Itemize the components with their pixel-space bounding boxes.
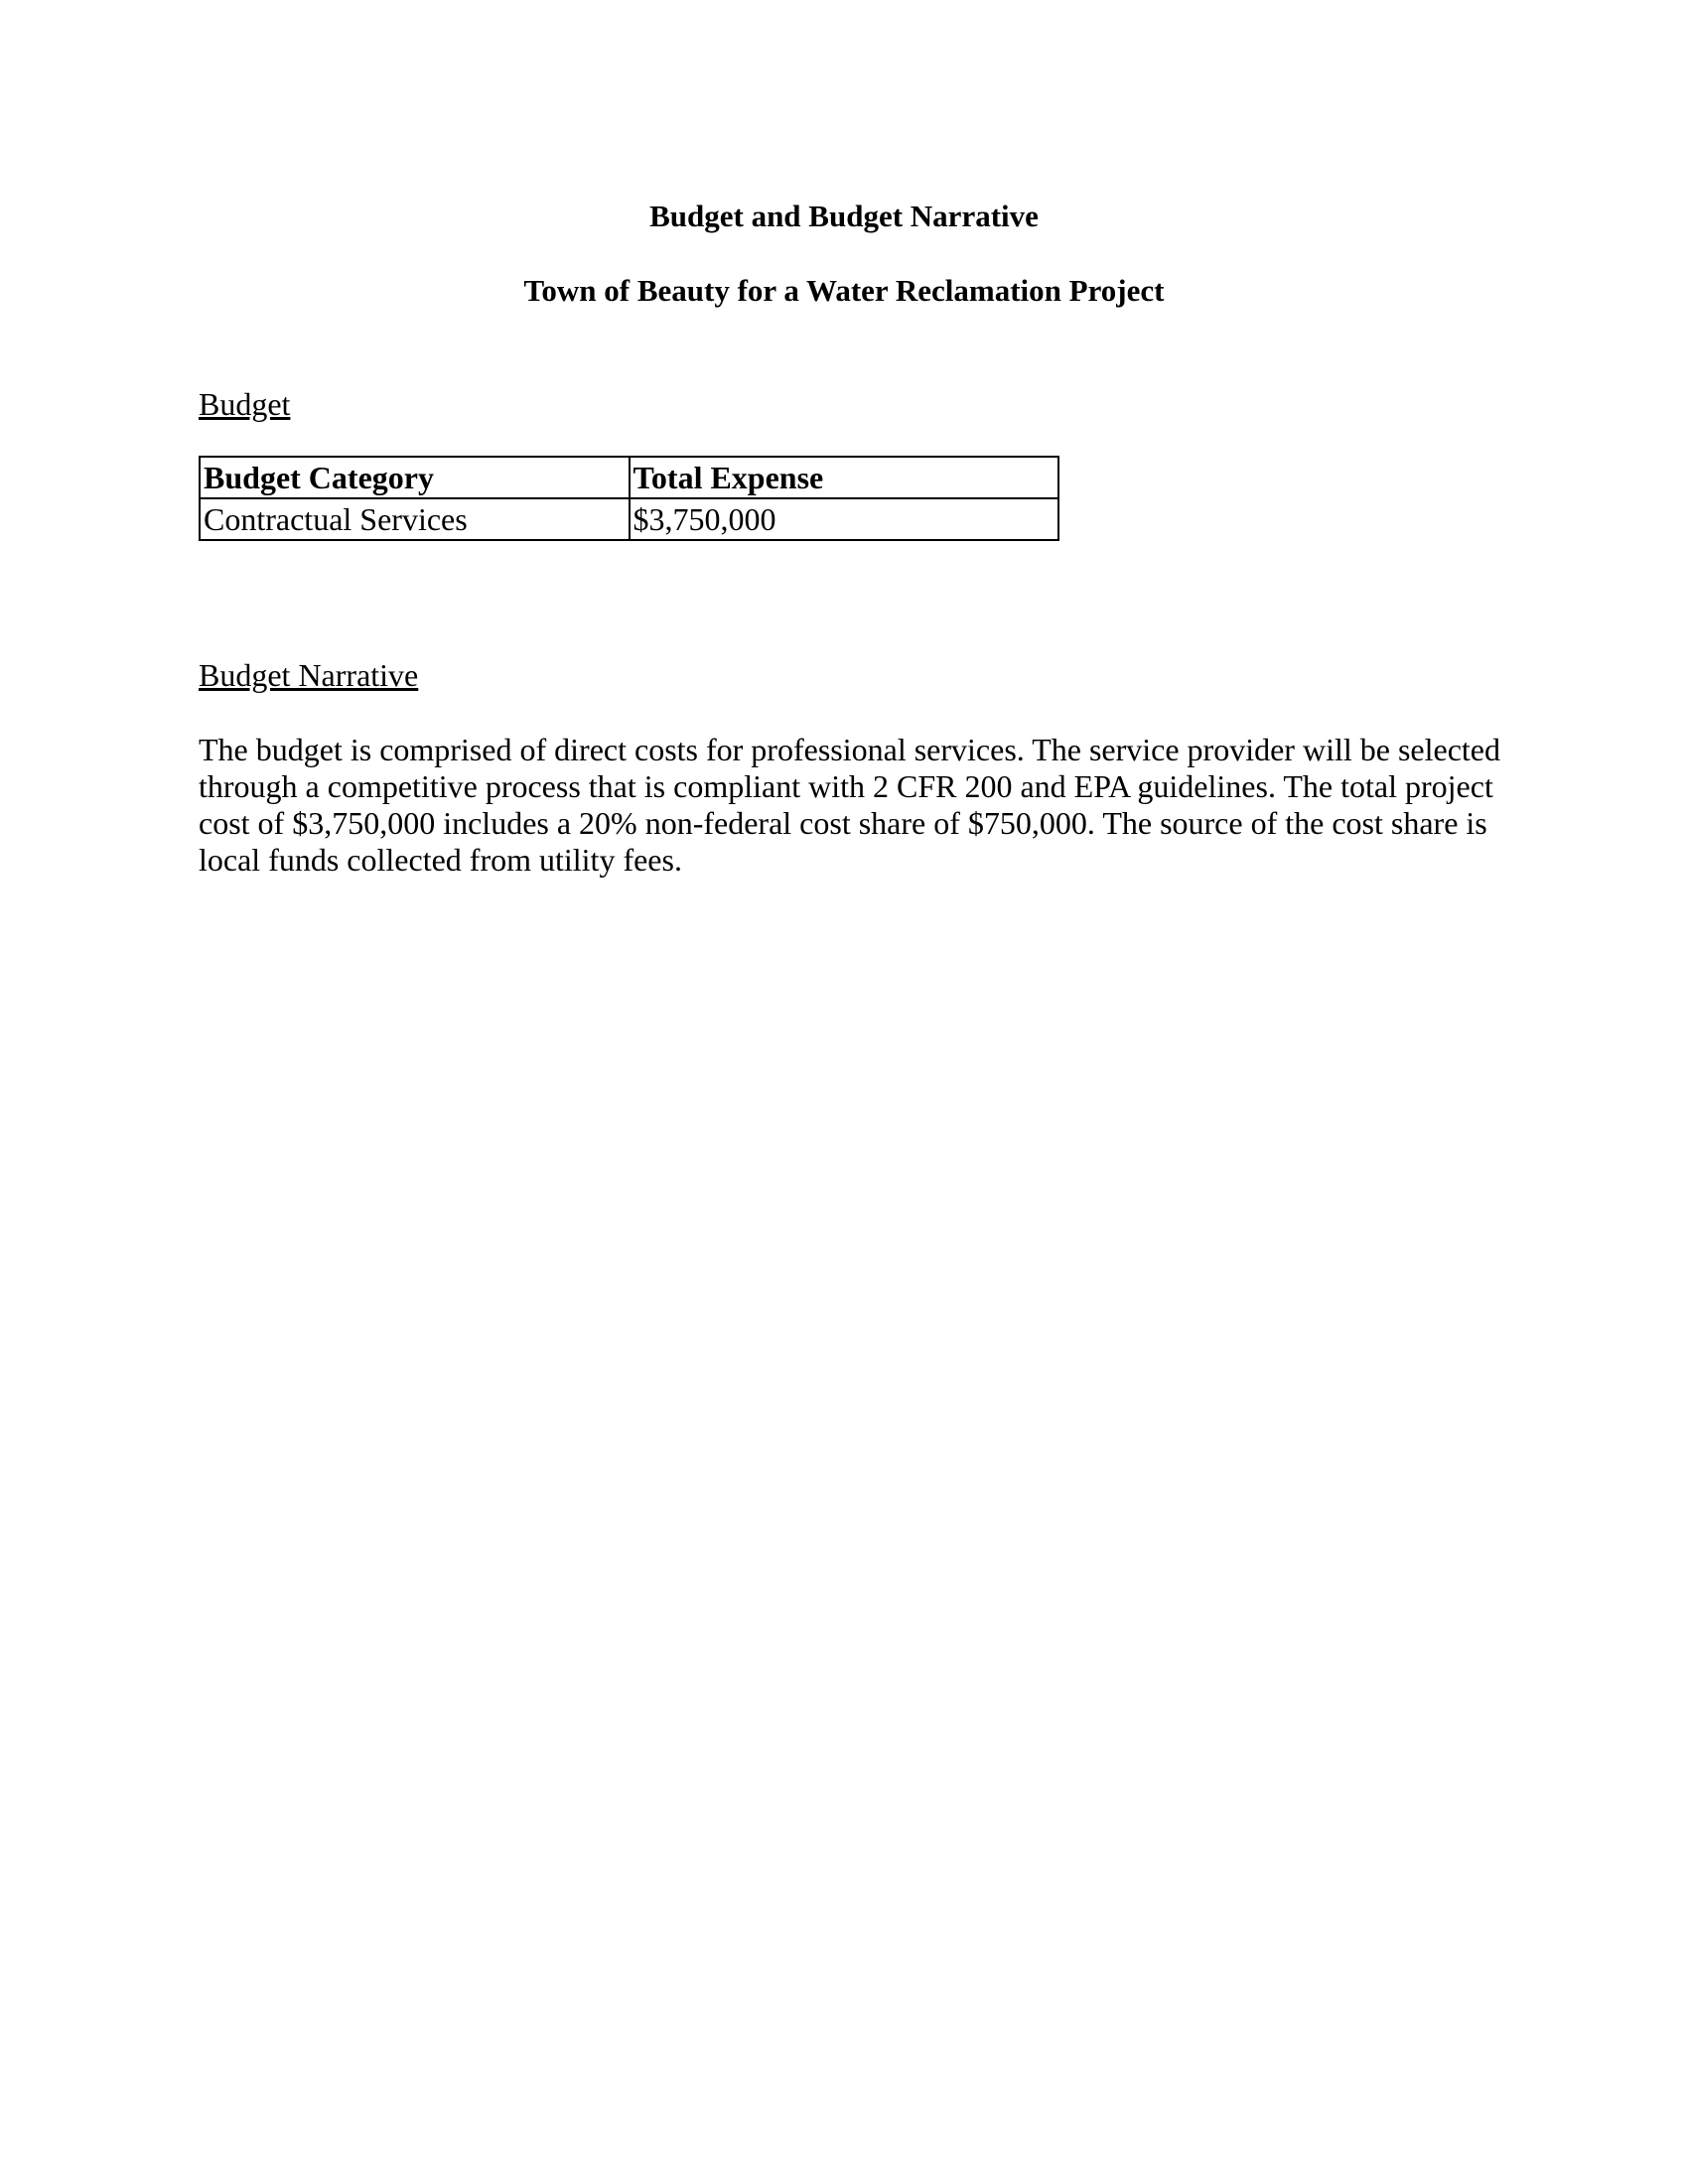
table-cell-category: Contractual Services — [200, 498, 630, 540]
budget-narrative-text: The budget is comprised of direct costs for professional services. The service provider will be selected through a competitive process that is compliant with 2 CFR 200 and EPA guidelines. The total project cost of $3,750,000 includes a 20% non-federal cost share of $750,000. The source of the cost share is local funds collected from utility fees. — [199, 732, 1500, 878]
budget-table — [199, 456, 1059, 541]
table-header-total-expense: Total Expense — [630, 457, 1059, 498]
budget-narrative-heading: Budget Narrative — [199, 657, 419, 693]
document-subtitle: Town of Beauty for a Water Reclamation Project — [523, 273, 1165, 308]
budget-heading: Budget — [199, 386, 291, 422]
document-title: Budget and Budget Narrative — [649, 199, 1039, 233]
table-cell-expense: $3,750,000 — [630, 498, 1059, 540]
table-header-budget-category: Budget Category — [200, 457, 630, 498]
table-header-row — [200, 457, 1058, 498]
table-row — [200, 498, 1058, 540]
